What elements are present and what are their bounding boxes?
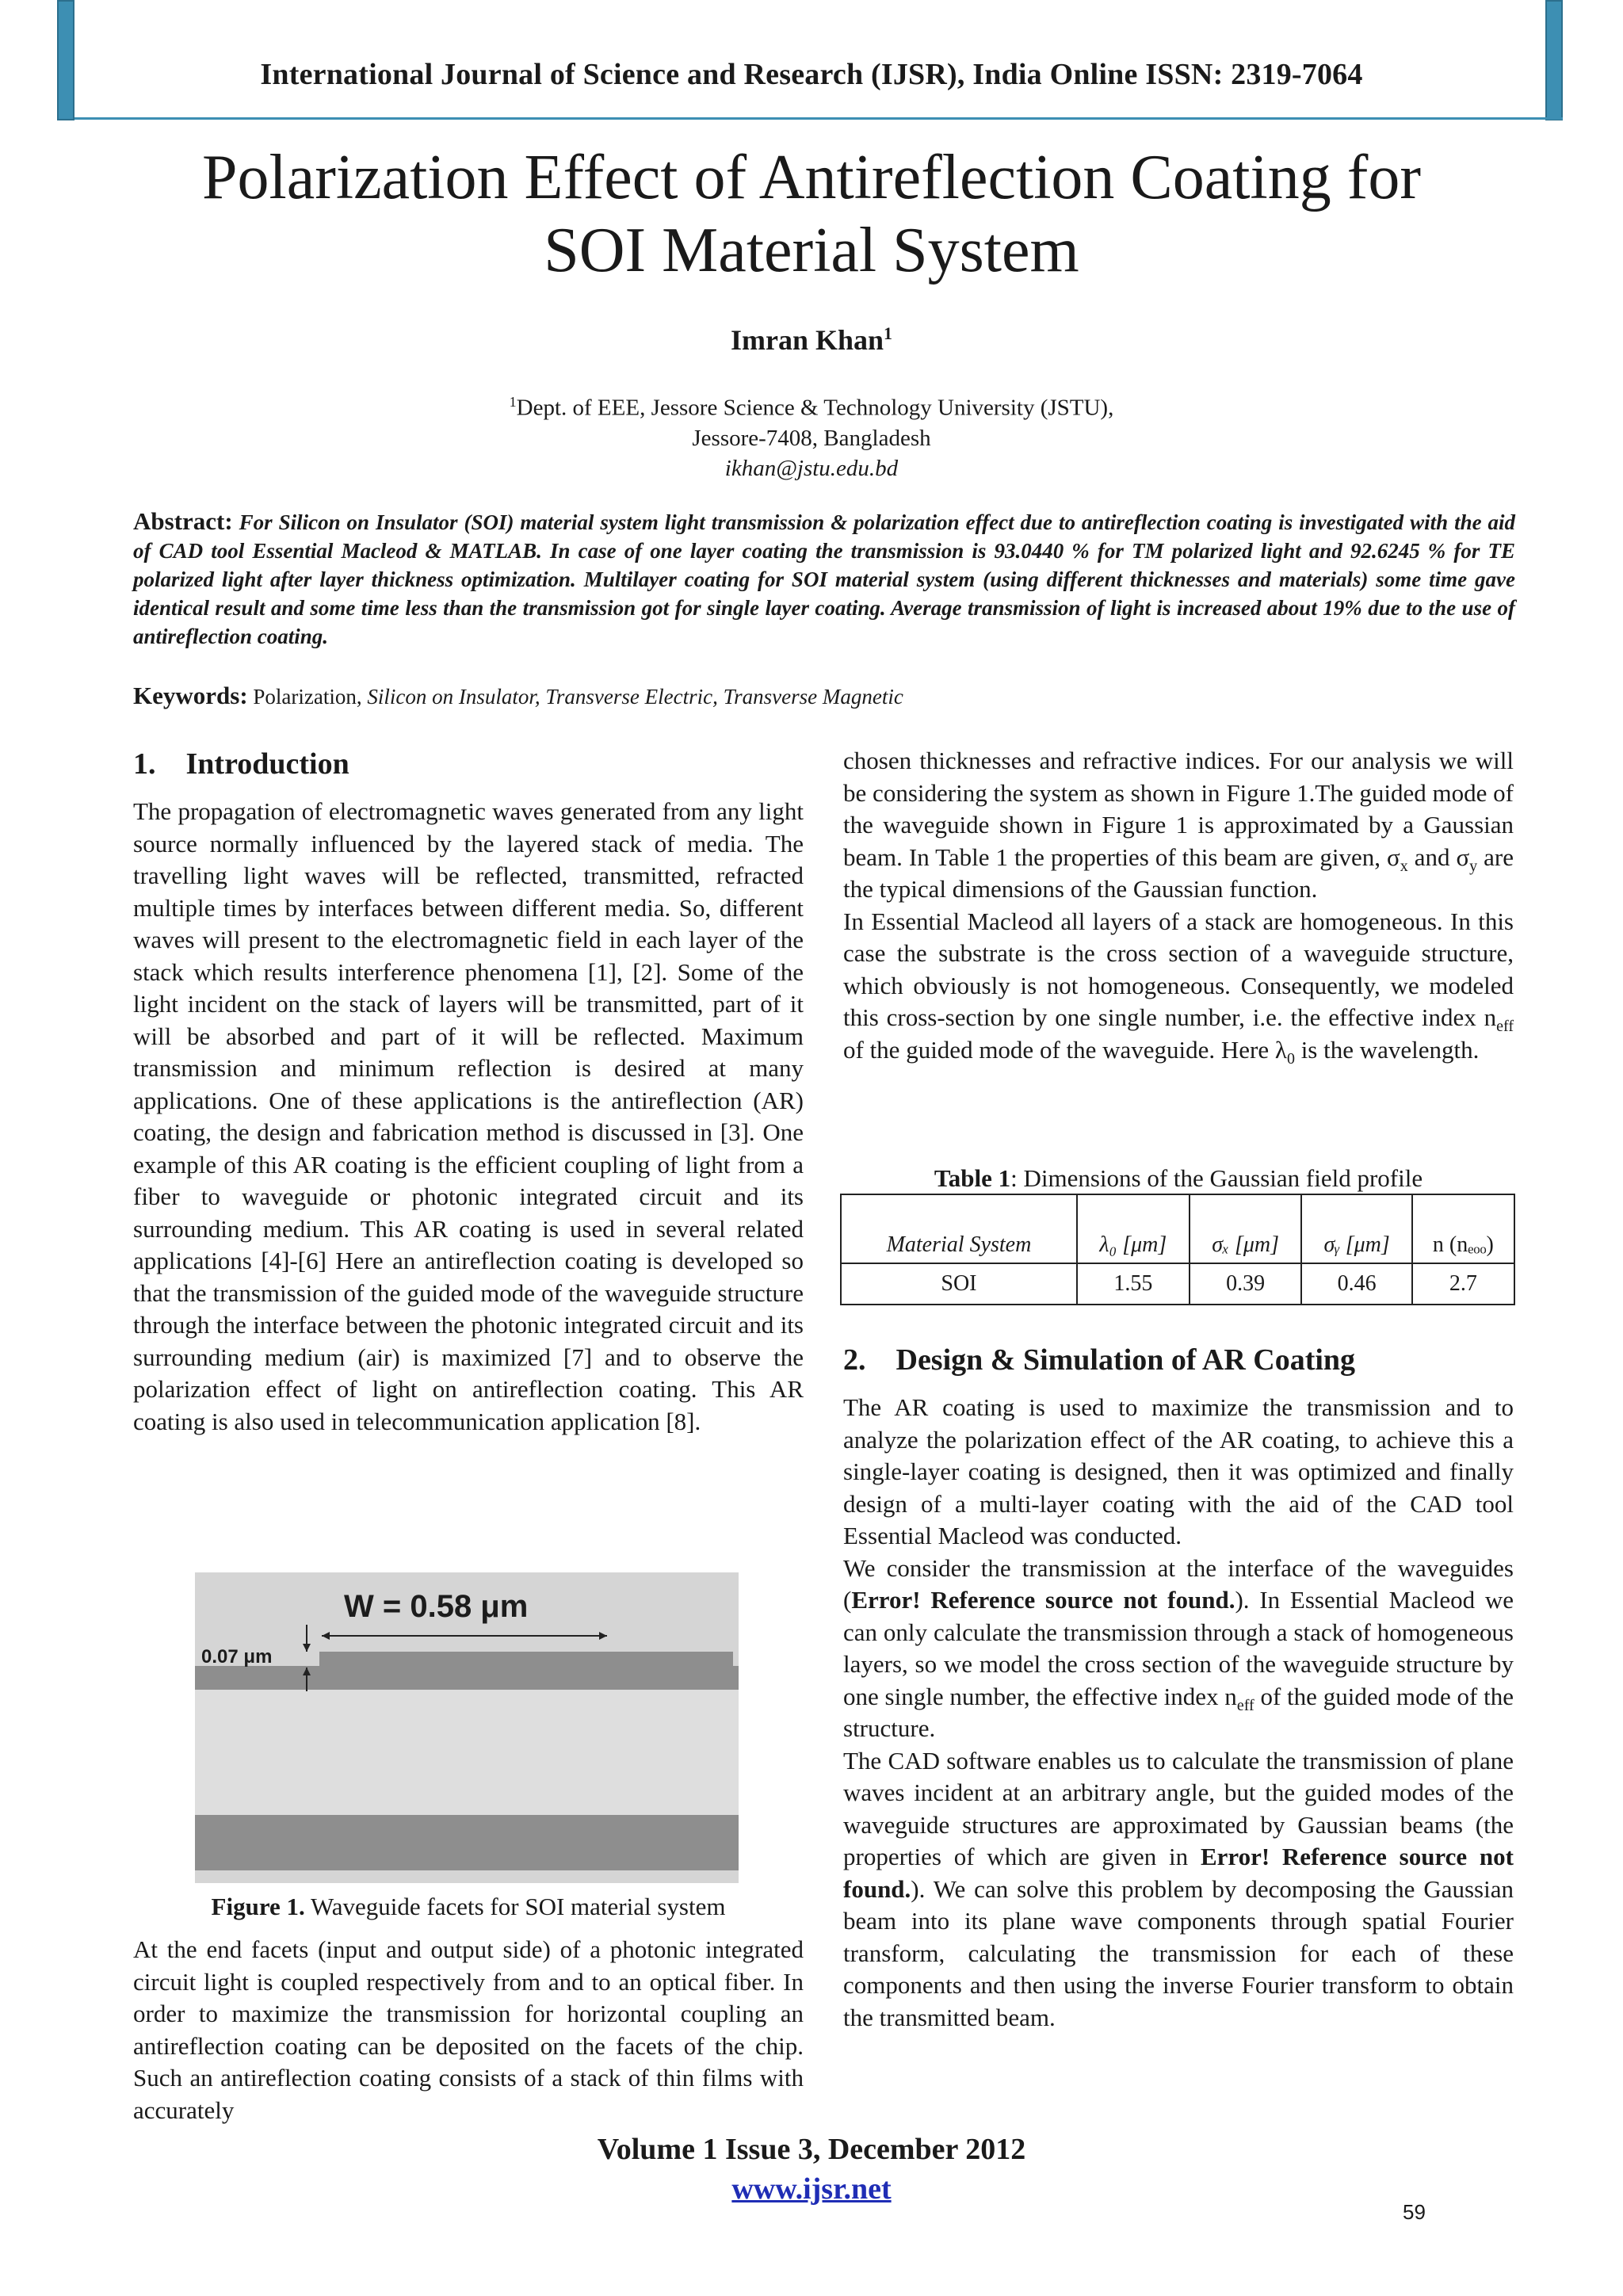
waveguide-rib <box>319 1652 733 1668</box>
right-p2-a: In Essential Macleod all layers of a stack are homogeneous. In this case the substrate is the cross section of a waveguide structure, which obviously is not homogeneous. Consequently, we modeled this cross-section by one single number, i.e. the effective index n <box>843 907 1514 1031</box>
intro-paragraph-2: At the end facets (input and output side) of a photonic integrated circuit light is coupled respectively from and to an optical fiber. In order to maximize the transmission for horizontal coupling an antireflection coating can be deposited on the facets of the chip. Such an antireflection coating consists of a stack of thin films with accurately <box>133 1935 804 2124</box>
reference-error-2: Error! Reference source not found. <box>843 1843 1514 1903</box>
table-cell: 0.46 <box>1301 1263 1411 1305</box>
figure-waveguide-facet <box>195 1572 739 1883</box>
right-p1-sub-x: x <box>1400 857 1408 875</box>
left-column-bottom <box>133 1934 804 2126</box>
paper-title <box>111 141 1512 287</box>
right-p1-b: and σ <box>1407 842 1470 871</box>
width-label: W = 0.58 μm <box>344 1589 529 1624</box>
right-p2-c: is the wavelength. <box>1294 1035 1480 1064</box>
design-paragraph-2 <box>843 1553 1514 1745</box>
table-header-cell: σₓ [μm] <box>1190 1194 1302 1263</box>
author-sup: 1 <box>884 323 893 343</box>
table-gaussian-dimensions <box>840 1194 1515 1305</box>
keywords-label: Keywords: <box>133 682 248 709</box>
table-row <box>841 1263 1514 1305</box>
left-column-top <box>133 745 804 1438</box>
affiliation <box>0 387 1623 483</box>
buried-oxide-layer <box>195 1690 739 1817</box>
right-column-top <box>843 745 1514 1066</box>
header-rule <box>74 117 1563 120</box>
table-header-cell: λ₀ [μm] <box>1077 1194 1190 1263</box>
right-paragraph-1 <box>843 745 1514 906</box>
table-cell: 0.39 <box>1190 1263 1302 1305</box>
section-heading-introduction: 1. Introduction <box>133 747 349 781</box>
figure-1-caption-text: Waveguide facets for SOI material system <box>304 1893 726 1920</box>
reference-error-1: Error! Reference source not found. <box>851 1586 1235 1614</box>
design-p2-sub-eff: eff <box>1236 1696 1254 1714</box>
design-p2-b: ). In Essential Macleod we can only calculate the transmission through a stack of homogeneous layers, so we model the cross section of the waveguide structure by one single number, the effective index n <box>843 1586 1514 1710</box>
design-p3-a: The CAD software enables us to calculate the transmission of plane waves incident at an arbitrary angle, but the guided modes of the waveguide structures are approximated by Gaussian beams (the properties of which are given in <box>843 1746 1514 1870</box>
table-1-caption <box>843 1163 1514 1194</box>
height-label: 0.07 μm <box>201 1646 273 1668</box>
right-p2-b: of the guided mode of the waveguide. Here λ <box>843 1035 1287 1064</box>
table-header-cell: n (nₑₒₒ) <box>1412 1194 1514 1263</box>
keywords-rest: Silicon on Insulator, Transverse Electric, Transverse Magnetic <box>367 685 903 709</box>
title-line-2: SOI Material System <box>544 216 1079 285</box>
figure-1-caption-label: Figure 1. <box>211 1893 305 1920</box>
table-1-caption-label: Table 1 <box>934 1164 1011 1192</box>
footer-url-link[interactable]: www.ijsr.net <box>731 2172 892 2206</box>
table-cell: 2.7 <box>1412 1263 1514 1305</box>
affiliation-sup: 1 <box>509 394 517 410</box>
abstract-label: Abstract: <box>133 507 233 535</box>
table-header-row <box>841 1194 1514 1263</box>
right-p1-c: are the typical dimensions of the Gaussian function. <box>843 842 1514 903</box>
table-header-cell: Material System <box>841 1194 1077 1263</box>
author-name: Imran Khan <box>730 324 884 356</box>
section-heading-design: 2. Design & Simulation of AR Coating <box>843 1343 1356 1377</box>
journal-header: International Journal of Science and Research (IJSR), India Online ISSN: 2319-7064 <box>260 58 1363 91</box>
silicon-slab <box>195 1666 739 1690</box>
table-cell: SOI <box>841 1263 1077 1305</box>
affiliation-line-2: Jessore-7408, Bangladesh <box>692 425 931 451</box>
table-header-cell: σᵧ [μm] <box>1301 1194 1411 1263</box>
right-paragraph-2 <box>843 906 1514 1067</box>
author <box>0 323 1623 357</box>
design-paragraph-3 <box>843 1745 1514 2034</box>
table-cell: 1.55 <box>1077 1263 1190 1305</box>
right-p2-sub-eff: eff <box>1496 1018 1514 1036</box>
abstract-text: For Silicon on Insulator (SOI) material system light transmission & polarization effect due to antireflection coating is investigated with the aid of CAD tool Essential Macleod & MATLAB. In case of one layer coating the transmission is 93.0440 % for TM polarized light and 92.6245 % for TE polarized light after layer thickness optimization. Multilayer coating for SOI material system (using different thicknesses and materials) some time gave identical result and some time less than the transmission got for single layer coating. Average transmission of light is increased about 19% due to the use of antireflection coating. <box>133 510 1516 648</box>
affiliation-line-1: Dept. of EEE, Jessore Science & Technology University (JSTU), <box>516 395 1114 421</box>
right-column-bottom <box>843 1341 1514 2034</box>
intro-paragraph-1: The propagation of electromagnetic waves generated from any light source normally influenced by the layered stack of media. The travelling light waves will be reflected, transmitted, refracted multiple times by interfaces between different media. So, different waves will present to the electromagnetic field in each layer of the stack which results interference phenomena [1], [2]. Some of the light incident on the stack of layers will be transmitted, part of it will be absorbed and part of it will be reflected. Maximum transmission and minimum reflection is desired at many applications. One of these applications is the antireflection (AR) coating, the design and fabrication method is discussed in [3]. One example of this AR coating is the efficient coupling of light from a fiber to waveguide or photonic integrated circuit and its surrounding medium. This AR coating is used in several related applications [4]-[6] Here an antireflection coating is developed so that the transmission of the guided mode of the waveguide structure through the interface between the photonic integrated circuit and its surrounding medium (air) is maximized [7] and to observe the polarization effect of light on antireflection coating. This AR coating is also used in telecommunication application [8]. <box>133 797 804 1435</box>
design-p2-a: We consider the transmission at the interface of the waveguides ( <box>843 1553 1514 1614</box>
keywords-first: Polarization, <box>253 685 362 709</box>
figure-1-caption <box>133 1891 804 1923</box>
title-line-1: Polarization Effect of Antireflection Coating for <box>201 143 1422 212</box>
design-p2-c: of the guided mode of the structure. <box>843 1682 1514 1742</box>
design-paragraph-1: The AR coating is used to maximize the transmission and to analyze the polarization effect of the AR coating, to achieve this a single-layer coating is designed, then it was optimized and finally design of a multi-layer coating with the aid of the CAD tool Essential Macleod was conducted. <box>843 1393 1514 1549</box>
author-email[interactable]: ikhan@jstu.edu.bd <box>724 455 899 481</box>
design-p3-b: ). We can solve this problem by decomposing the Gaussian beam into its plane wave components through spatial Fourier transform, calculating the transmission for each of these components and then using the inverse Fourier transform to obtain the transmitted beam. <box>843 1874 1514 2031</box>
footer-volume: Volume 1 Issue 3, December 2012 <box>597 2133 1026 2166</box>
table-1-caption-text: : Dimensions of the Gaussian field profile <box>1010 1164 1423 1192</box>
abstract <box>133 507 1515 651</box>
keywords <box>133 682 1515 711</box>
right-p1-a: chosen thicknesses and refractive indices. For our analysis we will be considering the system as shown in Figure 1.The guided mode of the waveguide shown in Figure 1 is approximated by a Gaussian beam. In Table 1 the properties of this beam are given, σ <box>843 747 1514 871</box>
right-p2-sub-0: 0 <box>1286 1049 1295 1068</box>
right-p1-sub-y: y <box>1469 857 1478 875</box>
page-number: 59 <box>1403 2200 1426 2224</box>
substrate-layer <box>195 1815 739 1870</box>
